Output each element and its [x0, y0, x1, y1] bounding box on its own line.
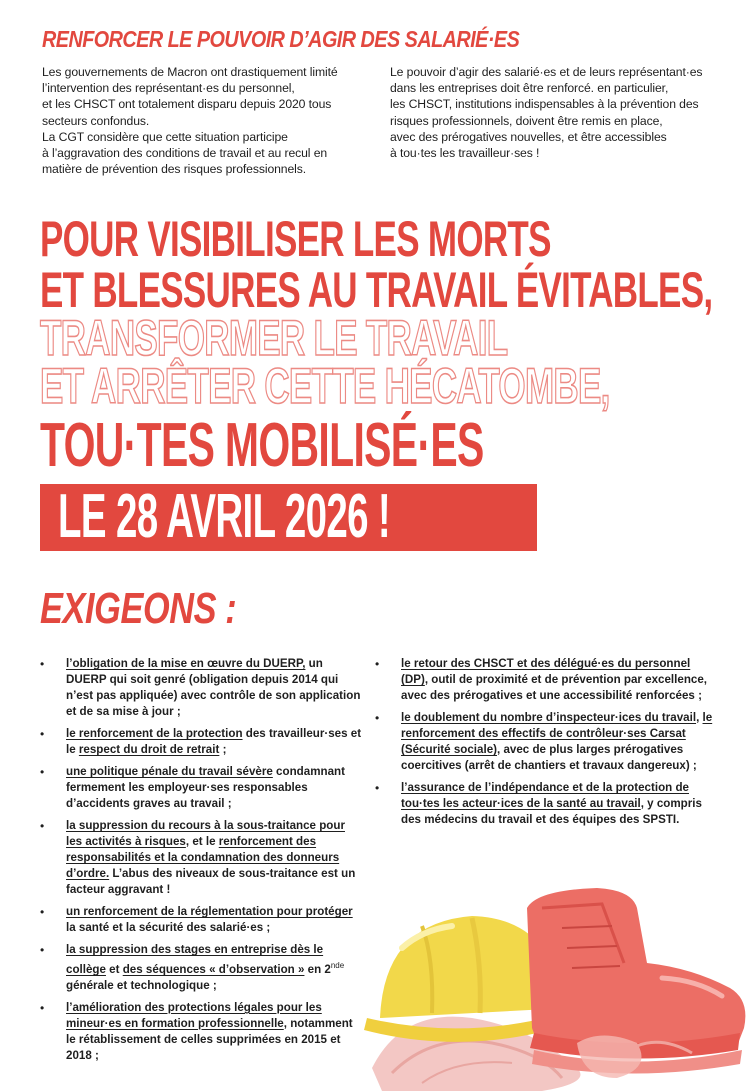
headline-line-2: ET BLESSURES AU TRAVAIL ÉVITABLES,	[40, 262, 713, 318]
demands-title: EXIGEONS :	[40, 584, 237, 633]
bullet-icon: •	[40, 1000, 45, 1015]
demand-detail: générale et technologique ;	[66, 978, 217, 992]
demands-right-list	[375, 656, 715, 834]
demand-detail: L’abus des niveaux de sous-traitance est un facteur aggravant !	[66, 867, 356, 896]
demand-emphasis: une politique pénale du travail sévère	[66, 765, 273, 778]
demand-text	[401, 656, 715, 704]
demand-detail: , et le	[185, 835, 219, 848]
bullet-icon: •	[40, 657, 45, 671]
demand-item	[40, 942, 362, 994]
bullet-icon: •	[40, 905, 45, 919]
demand-item	[40, 904, 362, 936]
demand-emphasis: le doublement du nombre d’inspecteur·ices du travail	[401, 711, 697, 724]
demand-text	[66, 1000, 362, 1064]
section-title: RENFORCER LE POUVOIR D’AGIR DES SALARIÉ·ES	[42, 26, 520, 52]
demand-detail: ;	[219, 743, 227, 756]
demand-detail: , y compris des médecins du travail et des équipes des SPSTI.	[401, 797, 702, 826]
bullet-icon: •	[40, 727, 45, 741]
demand-detail: des travailleur·ses et le	[66, 727, 362, 756]
demand-emphasis: la suppression des stages en entreprise dès le collège	[66, 943, 324, 976]
demand-detail: , notamment le rétablissement de celles supprimées en 2015 et 2018 ;	[66, 1016, 353, 1062]
demand-item	[375, 656, 715, 704]
intro-right-paragraph	[390, 64, 720, 161]
bullet-icon: •	[40, 819, 45, 833]
demand-emphasis: le retour des CHSCT et des délégué·es du personnel (DP)	[401, 657, 691, 686]
demand-emphasis: respect du droit de retrait	[78, 743, 220, 756]
headline-mobilise: TOU·TES MOBILISÉ·ES	[40, 411, 484, 480]
demand-item	[40, 656, 362, 720]
demand-detail: , outil de proximité et de prévention par excellence, avec des prérogatives et une accessibilité renforcées ;	[401, 673, 708, 702]
demand-text	[66, 942, 362, 994]
demand-text	[66, 656, 362, 720]
demand-item	[375, 710, 715, 774]
demand-text	[401, 780, 715, 828]
headline-line-1: POUR VISIBILISER LES MORTS	[40, 211, 551, 267]
bullet-icon: •	[375, 657, 380, 671]
bullet-icon: •	[40, 943, 45, 957]
demand-text	[66, 904, 362, 936]
safety-equipment-illustration	[362, 868, 750, 1091]
bullet-icon: •	[375, 711, 380, 725]
headline-line-3: TRANSFORMER LE TRAVAIL	[40, 310, 508, 366]
demand-emphasis: la suppression du recours à la sous-traitance pour les activités à risques	[66, 819, 345, 848]
demand-text	[66, 764, 362, 812]
demand-detail: et	[105, 962, 123, 976]
demand-detail: condamnant fermement les employeur·ses responsables d’accidents graves au travail ;	[66, 765, 345, 810]
demands-left-list	[40, 656, 362, 1070]
demand-detail: en 2	[304, 962, 331, 976]
demand-emphasis: renforcement des responsabilités et la condamnation des donneurs d’ordre.	[66, 835, 340, 880]
demand-detail: la santé et la sécurité des salarié·es ;	[66, 921, 271, 934]
demand-emphasis: l’amélioration des protections légales pour les mineur·es en formation professionnelle	[66, 1000, 322, 1030]
demand-detail: un DUERP qui soit genré (obligation depuis 2014 qui n’est pas appliquée) avec contrôle de son application et de sa mise à jour ;	[66, 657, 361, 718]
demand-emphasis: l’assurance de l’indépendance et de la protection de tou·tes les acteur·ices de la santé au travail	[401, 781, 689, 810]
demand-text	[66, 818, 362, 898]
intro-right-text: Le pouvoir d’agir des salarié·es et de leurs représentant·es dans les entreprises doit être renforcé. en particulier, les CHSCT, institutions indispensables à la prévention des risques professionnels, doivent être remis en place, avec des prérogatives nouvelles, et être accessibles à tou·tes les travailleur·ses !	[390, 65, 703, 161]
bullet-icon: •	[40, 765, 45, 779]
demand-superscript: nde	[330, 961, 345, 970]
demand-detail: , avec de plus larges prérogatives coercitives (arrêt de chantiers et travaux dangereux) ;	[401, 743, 697, 772]
date-text: LE 28 AVRIL 2026 !	[58, 482, 391, 551]
demand-detail: ,	[696, 711, 703, 724]
intro-left-paragraph	[42, 64, 362, 177]
demand-text	[66, 726, 362, 758]
demand-item	[40, 818, 362, 898]
demand-item	[40, 764, 362, 812]
demand-item	[375, 780, 715, 828]
demand-emphasis: le renforcement de la protection	[66, 727, 243, 740]
intro-left-text: Les gouvernements de Macron ont drastiquement limité l’intervention des représentant·es du personnel, et les CHSCT ont totalement disparu depuis 2020 tous secteurs confondus. La CGT considère que cette situation participe à l’aggravation des conditions de travail et au recul en matière de prévention des risques professionnels.	[42, 65, 338, 177]
demand-emphasis: le renforcement des effectifs de contrôleur·ses Carsat (Sécurité sociale)	[401, 711, 713, 756]
demand-item	[40, 1000, 362, 1064]
demand-emphasis: un renforcement de la réglementation pour protéger	[66, 905, 353, 918]
headline-line-4: ET ARRÊTER CETTE HÉCATOMBE,	[40, 358, 610, 414]
demand-emphasis: des séquences « d’observation »	[122, 962, 305, 976]
demand-text	[401, 710, 715, 774]
bullet-icon: •	[375, 781, 380, 795]
demand-item	[40, 726, 362, 758]
demand-emphasis: l’obligation de la mise en œuvre du DUERP,	[66, 657, 306, 670]
